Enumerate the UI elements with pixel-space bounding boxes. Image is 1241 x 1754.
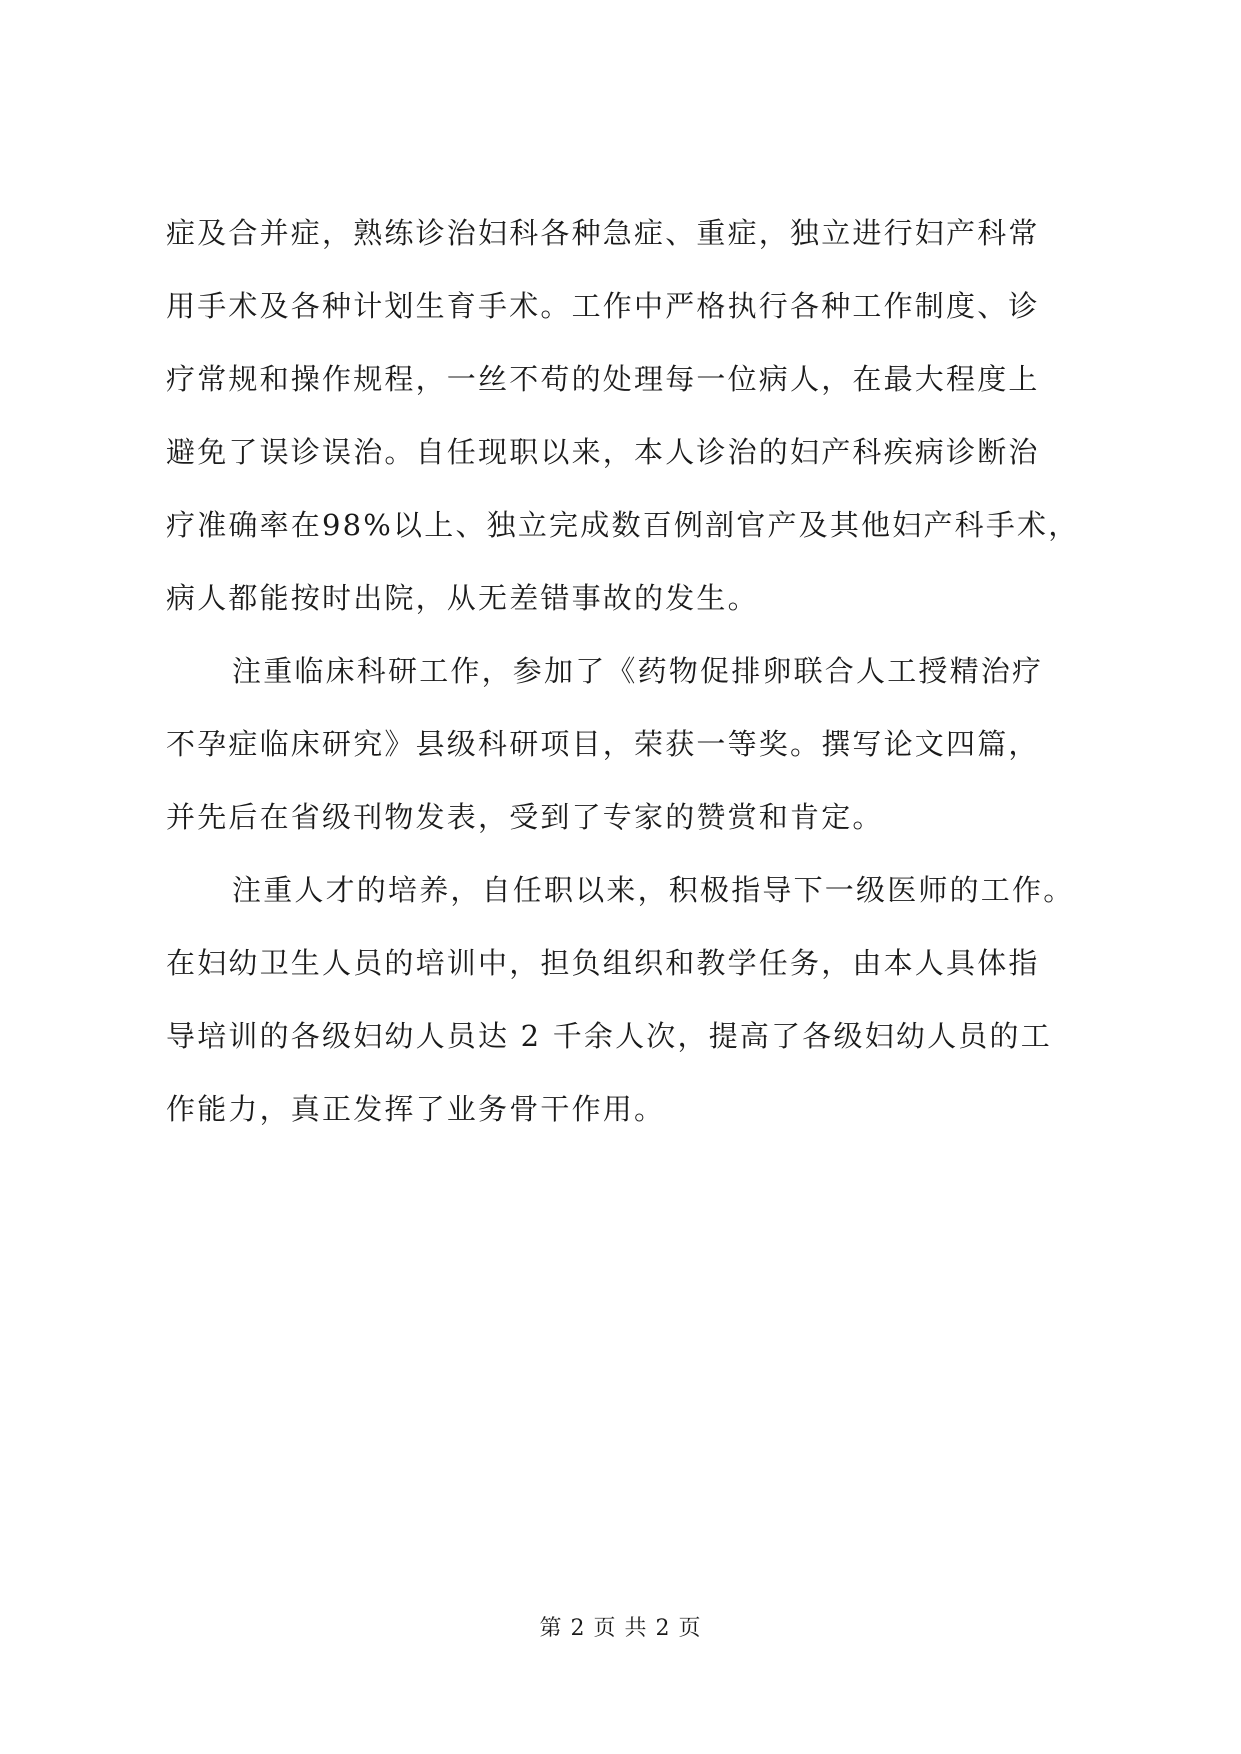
text-line: 注重人才的培养，自任职以来，积极指导下一级医师的工作。 [232,873,1075,907]
page-number-footer: 第 2 页 共 2 页 [539,1616,702,1641]
text-line: 作能力，真正发挥了业务骨干作用。 [166,1092,666,1126]
text-line: 疗常规和操作规程，一丝不苟的处理每一位病人，在最大程度上 [166,362,1040,396]
text-line: 导培训的各级妇幼人员达 2 千余人次，提高了各级妇幼人员的工 [166,1019,1052,1053]
text-line: 疗准确率在98%以上、独立完成数百例剖官产及其他妇产科手术， [166,508,1080,542]
text-line: 不孕症临床研究》县级科研项目，荣获一等奖。撰写论文四篇， [166,727,1040,761]
text-line: 避免了误诊误治。自任现职以来，本人诊治的妇产科疾病诊断治 [166,435,1040,469]
text-line: 注重临床科研工作，参加了《药物促排卵联合人工授精治疗 [232,654,1044,688]
text-line: 并先后在省级刊物发表，受到了专家的赞赏和肯定。 [166,800,884,834]
text-line: 病人都能按时出院，从无差错事故的发生。 [166,581,759,615]
text-line: 症及合并症，熟练诊治妇科各种急症、重症，独立进行妇产科常 [166,216,1040,250]
text-line: 在妇幼卫生人员的培训中，担负组织和教学任务，由本人具体指 [166,946,1040,980]
text-line: 用手术及各种计划生育手术。工作中严格执行各种工作制度、诊 [166,289,1040,323]
